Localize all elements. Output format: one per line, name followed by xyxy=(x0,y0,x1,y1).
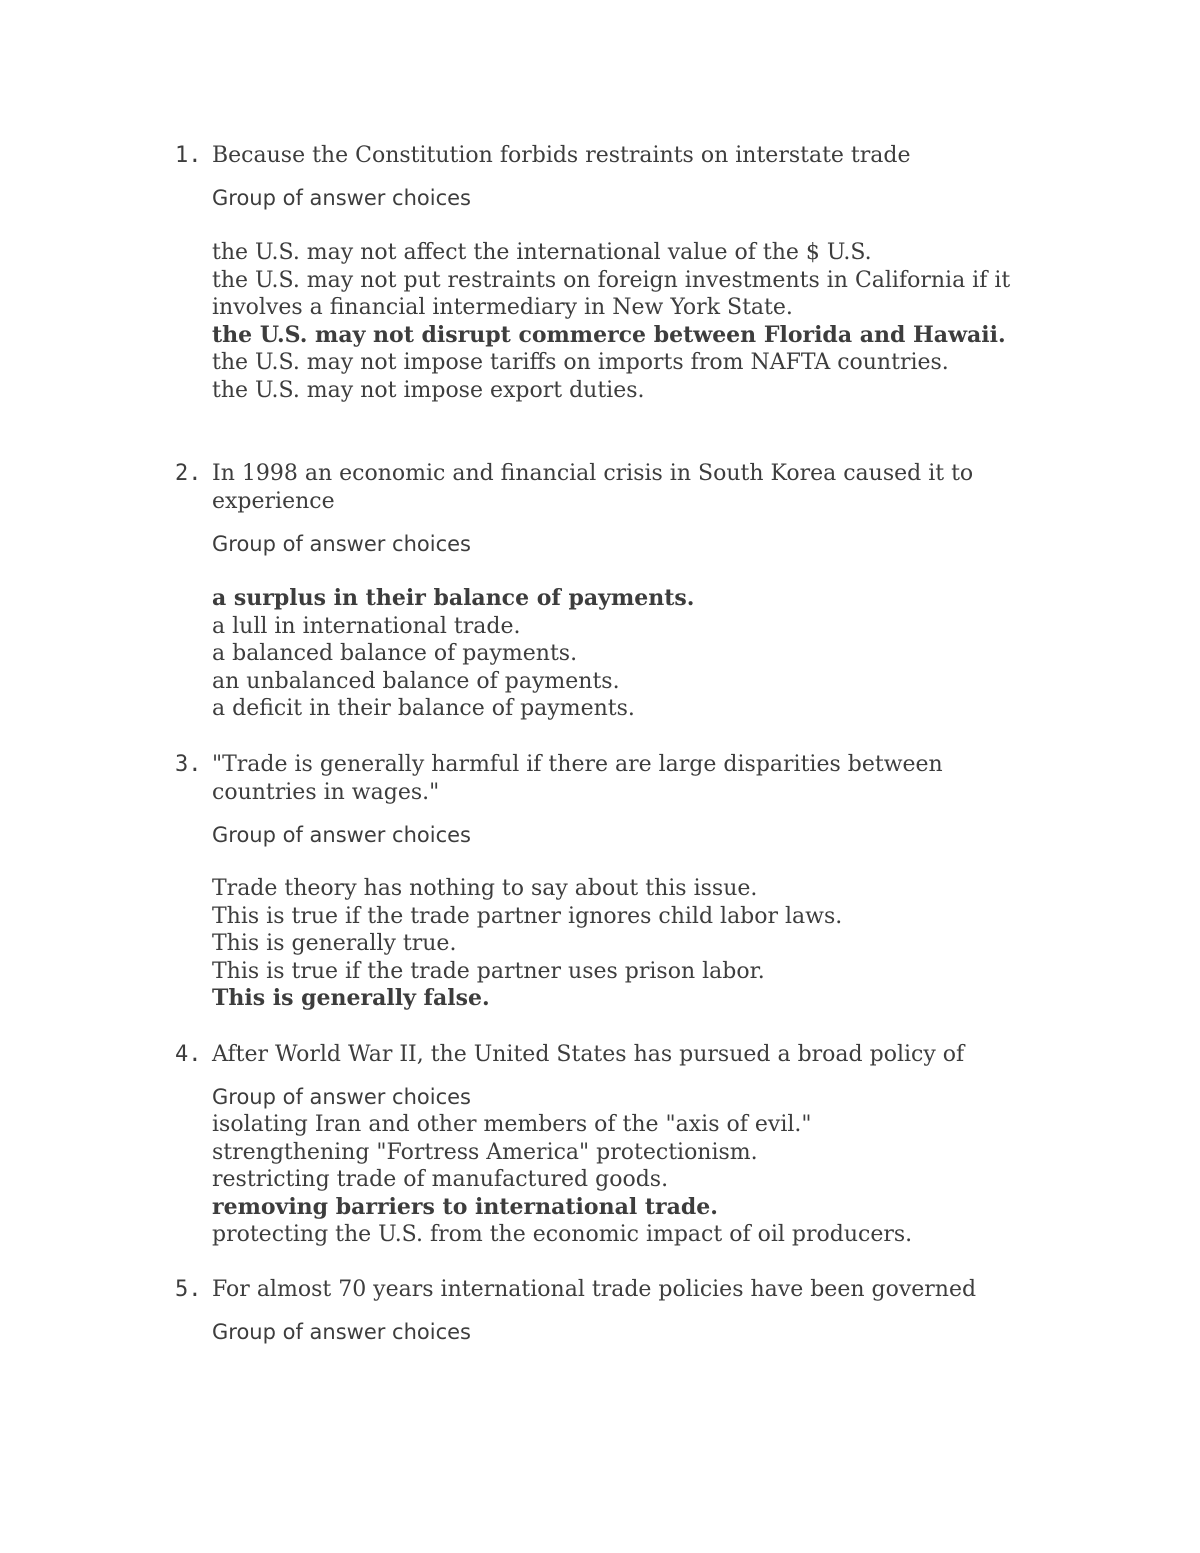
answer-choice-selected: a surplus in their balance of payments. xyxy=(212,585,695,611)
question-text: "Trade is generally harmful if there are large disparities between countries in wages." xyxy=(212,752,943,805)
answer-choices xyxy=(212,239,1052,404)
answer-choice: strengthening "Fortress America" protectionism. xyxy=(212,1139,758,1165)
question-number: 1. xyxy=(175,143,202,168)
group-label: Group of answer choices xyxy=(212,1320,471,1344)
answer-choice-selected: the U.S. may not disrupt commerce between Florida and Hawaii. xyxy=(212,321,1006,348)
answer-choices xyxy=(212,1111,1052,1249)
question-text: For almost 70 years international trade policies have been governed xyxy=(212,1277,977,1302)
answer-choice: This is true if the trade partner uses prison labor. xyxy=(212,958,765,984)
group-label: Group of answer choices xyxy=(212,186,471,210)
answer-choice: restricting trade of manufactured goods. xyxy=(212,1167,669,1192)
answer-choice: the U.S. may not impose tariffs on imports from NAFTA countries. xyxy=(212,350,949,375)
answer-choice: This is generally true. xyxy=(212,931,457,956)
answer-choice-selected: removing barriers to international trade. xyxy=(212,1193,718,1220)
answer-choice: protecting the U.S. from the economic impact of oil producers. xyxy=(212,1222,913,1247)
question-text: Because the Constitution forbids restraints on interstate trade xyxy=(212,143,911,168)
question-text: After World War II, the United States has pursued a broad policy of xyxy=(212,1042,965,1067)
answer-choices xyxy=(212,875,1052,1013)
answer-choice: the U.S. may not affect the international value of the $ U.S. xyxy=(212,240,872,265)
answer-choice: This is true if the trade partner ignores child labor laws. xyxy=(212,903,843,929)
answer-choice: Trade theory has nothing to say about this issue. xyxy=(212,876,758,901)
answer-choice: a deficit in their balance of payments. xyxy=(212,696,635,721)
group-label: Group of answer choices xyxy=(212,1085,471,1109)
answer-choice: the U.S. may not impose export duties. xyxy=(212,377,645,403)
answer-choice: isolating Iran and other members of the "axis of evil." xyxy=(212,1112,812,1137)
answer-choice-selected: This is generally false. xyxy=(212,985,490,1011)
question-number: 5. xyxy=(175,1277,202,1302)
answer-choices xyxy=(212,585,1052,723)
answer-choice: a lull in international trade. xyxy=(212,613,521,639)
question-number: 3. xyxy=(175,752,202,777)
question-number: 2. xyxy=(175,461,202,486)
answer-choice: a balanced balance of payments. xyxy=(212,641,578,666)
question-text: In 1998 an economic and financial crisis in South Korea caused it to experience xyxy=(212,461,974,514)
answer-choice: the U.S. may not put restraints on foreign investments in California if it involves a financial intermediary in New York State. xyxy=(212,267,1011,320)
question-number: 4. xyxy=(175,1042,202,1067)
group-label: Group of answer choices xyxy=(212,823,471,847)
group-label: Group of answer choices xyxy=(212,532,471,556)
answer-choice: an unbalanced balance of payments. xyxy=(212,668,620,694)
